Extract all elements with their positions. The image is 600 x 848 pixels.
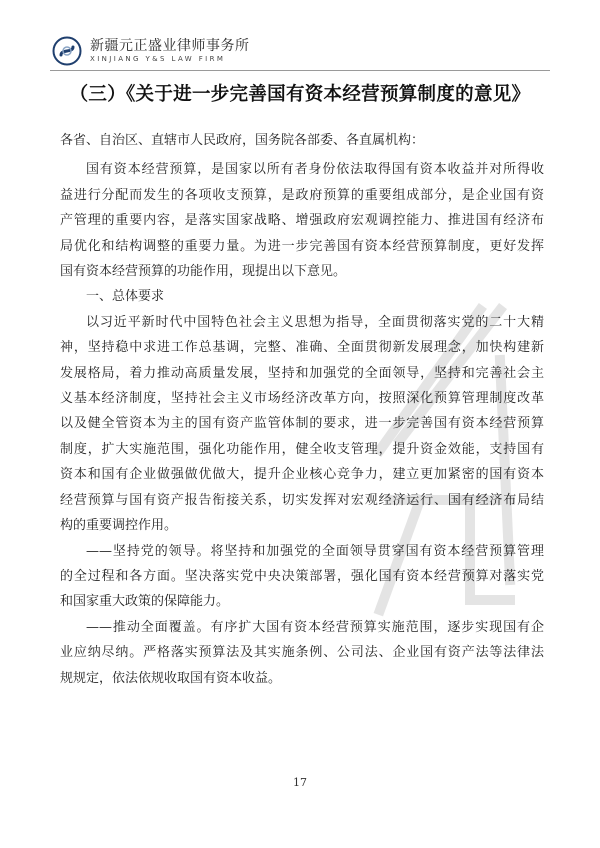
paragraph-line: 局优化和结构调整的重要力量。为进一步完善国有资本经营预算制度，更好发挥: [60, 238, 544, 254]
paragraph-line: 神，坚持稳中求进工作总基调，完整、准确、全面贯彻新发展理念，加快构建新: [60, 340, 544, 356]
paragraph-line: 以习近平新时代中国特色社会主义思想为指导，全面贯彻落实党的二十大精: [86, 314, 544, 330]
header-divider: [50, 70, 550, 71]
paragraph-line: 经营预算与国有资产报告衔接关系，切实发挥对宏观经济运行、国有经济布局结: [60, 492, 544, 508]
paragraph-line: 业应纳尽纳。严格落实预算法及其实施条例、公司法、企业国有资产法等法律法: [60, 645, 544, 661]
paragraph-line: 的全过程和各方面。坚决落实党中央决策部署，强化国有资本经营预算对落实党: [60, 568, 544, 584]
paragraph-line: 制度，扩大实施范围，强化功能作用，健全收支管理，提升资金效能，支持国有: [60, 441, 544, 457]
page-number: 17: [293, 776, 307, 789]
paragraph-line: 规规定，依法依规收取国有资本收益。: [60, 670, 282, 686]
firm-logo-icon: [52, 36, 82, 66]
paragraph-line: ——坚持党的领导。将坚持和加强党的全面领导贯穿国有资本经营预算管理: [86, 543, 544, 559]
paragraph-line: 发展格局，着力推动高质量发展，坚持和加强党的全面领导，坚持和完善社会主: [60, 365, 544, 381]
paragraph-line: 以及健全管资本为主的国有资产监管体制的要求，进一步完善国有资本经营预算: [60, 416, 544, 432]
heading-line: 一、总体要求: [86, 289, 165, 305]
section-heading: [60, 284, 544, 309]
paragraph-line: 国有资本经营预算，是国家以所有者身份依法取得国有资本收益并对所得收: [86, 162, 544, 178]
document-body: [60, 128, 544, 691]
firm-name-en: XINJIANG Y&S LAW FIRM: [90, 55, 226, 63]
document-title: （三）《关于进一步完善国有资本经营预算制度的意见》: [69, 84, 531, 105]
paragraph-party-leadership: [60, 539, 544, 615]
paragraph-line: 产管理的重要内容，是落实国家战略、增强政府宏观调控能力、推进国有经济布: [60, 213, 544, 229]
paragraph-line: ——推动全面覆盖。有序扩大国有资本经营预算实施范围，逐步实现国有企: [86, 619, 544, 635]
paragraph-line: 益进行分配而发生的各项收支预算，是政府预算的重要组成部分，是企业国有资: [60, 187, 544, 203]
paragraph-full-coverage: [60, 615, 544, 691]
paragraph-line: 构的重要调控作用。: [60, 518, 178, 534]
paragraph-line: 资本和国有企业做强做优做大，提升企业核心竞争力，建立更加紧密的国有资本: [60, 467, 544, 483]
paragraph-intro: [60, 157, 544, 284]
paragraph-general-requirements: [60, 310, 544, 539]
salutation: 各省、自治区、直辖市人民政府，国务院各部委、各直属机构：: [60, 133, 425, 148]
firm-name-cn: 新疆元正盛业律师事务所: [90, 38, 250, 54]
paragraph-line: 国有资本经营预算的功能作用，现提出以下意见。: [60, 264, 347, 280]
paragraph-line: 义基本经济制度，坚持社会主义市场经济改革方向，按照深化预算管理制度改革: [60, 391, 544, 407]
paragraph-line: 和国家重大政策的保障能力。: [60, 594, 230, 610]
page-header: [52, 33, 250, 69]
